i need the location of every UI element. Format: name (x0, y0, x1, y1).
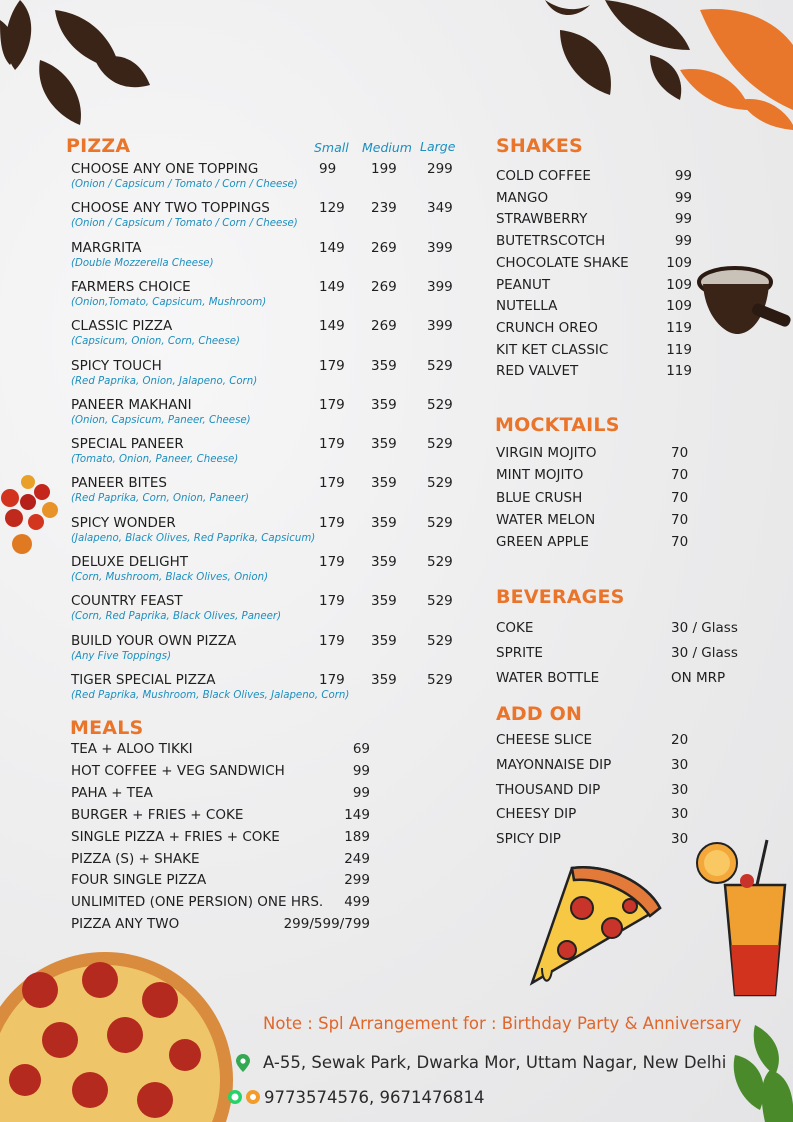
pizza-item-desc: (Corn, Red Paprika, Black Olives, Paneer) (71, 611, 282, 623)
pizza-item-price: 199 (371, 161, 397, 177)
note-text: Note : Spl Arrangement for : Birthday Party & Anniversary (263, 1014, 742, 1033)
map-pin-icon (236, 1054, 250, 1072)
meal-item-price: 99 (352, 784, 370, 801)
pizza-item-price: 269 (371, 318, 397, 335)
pizza-item-name: CHOOSE ANY ONE TOPPING (71, 161, 259, 177)
pizza-item-price: 179 (319, 671, 345, 688)
shakes-item-price: 119 (666, 363, 692, 380)
shakes-item-price: 119 (666, 341, 692, 358)
shakes-item-name: CHOCOLATE SHAKE (496, 254, 629, 271)
size-large-label: Large (420, 139, 456, 154)
pizza-item-price: 529 (427, 632, 453, 649)
pizza-item-price: 149 (319, 318, 345, 335)
pizza-item-desc: (Tomato, Onion, Paneer, Cheese) (71, 454, 239, 466)
pizza-item-name: BUILD YOUR OWN PIZZA (71, 632, 237, 649)
pizza-item-price: 399 (427, 318, 453, 335)
pizza-item-price: 359 (371, 436, 397, 453)
address-text: A-55, Sewak Park, Dwarka Mor, Uttam Nagar, New Delhi (263, 1053, 727, 1072)
pizza-item-name: TIGER SPECIAL PIZZA (71, 671, 216, 688)
pizza-item-price: 179 (319, 554, 345, 570)
meal-item-price: 499 (344, 894, 370, 911)
shakes-item-price: 99 (674, 189, 692, 206)
pizza-item-price: 359 (371, 554, 397, 570)
pizza-item-desc: (Double Mozzerella Cheese) (71, 257, 214, 269)
shakes-item-name: CRUNCH OREO (496, 319, 598, 336)
pizza-item-price: 529 (427, 554, 453, 570)
pizza-item-price: 179 (319, 632, 345, 649)
meal-item-name: TEA + ALOO TIKKI (71, 741, 193, 757)
mocktails-item-price: 70 (671, 534, 689, 551)
beverages-heading: BEVERAGES (496, 586, 625, 608)
shakes-item-price: 99 (674, 233, 692, 250)
shakes-item-name: COLD COFFEE (496, 168, 591, 184)
pizza-item-price: 269 (371, 239, 397, 256)
pizza-item-price: 349 (427, 200, 453, 217)
pizza-item-price: 359 (371, 671, 397, 688)
pizza-item-price: 529 (427, 436, 453, 453)
pizza-item-name: SPICY WONDER (71, 514, 176, 531)
addon-item-price: 30 (671, 756, 689, 773)
meals-heading: MEALS (70, 717, 144, 739)
shakes-item-name: STRAWBERRY (496, 211, 588, 228)
meal-item-name: BURGER + FRIES + COKE (71, 806, 244, 823)
mocktails-item-name: GREEN APPLE (496, 534, 589, 551)
pizza-item-price: 179 (319, 593, 345, 610)
pizza-item-price: 529 (427, 396, 453, 413)
pizza-item-name: CHOOSE ANY TWO TOPPINGS (71, 200, 270, 217)
addon-item-price: 20 (671, 732, 689, 748)
pizza-item-price: 149 (319, 278, 345, 295)
addon-item-name: SPICY DIP (496, 831, 561, 848)
shakes-item-price: 109 (666, 298, 692, 315)
shakes-item-name: MANGO (496, 189, 549, 206)
meal-item-price: 189 (344, 828, 370, 845)
pizza-item-desc: (Red Paprika, Corn, Onion, Paneer) (71, 493, 249, 505)
pizza-item-price: 129 (319, 200, 345, 217)
pizza-item-name: MARGRITA (71, 239, 142, 256)
pizza-item-price: 529 (427, 475, 453, 492)
beverages-item-name: COKE (496, 620, 534, 636)
pizza-item-desc: (Corn, Mushroom, Black Olives, Onion) (71, 572, 269, 583)
addon-item-name: CHEESY DIP (496, 806, 577, 823)
pizza-item-price: 359 (371, 475, 397, 492)
pizza-item-desc: (Red Paprika, Onion, Jalapeno, Corn) (71, 375, 258, 387)
meal-item-name: FOUR SINGLE PIZZA (71, 872, 207, 889)
phone-numbers[interactable]: 9773574576, 9671476814 (264, 1088, 485, 1107)
shakes-item-price: 99 (674, 168, 692, 184)
tomato-decoration (0, 470, 70, 560)
pizza-item-name: SPICY TOUCH (71, 357, 162, 374)
pizza-item-desc: (Capsicum, Onion, Corn, Cheese) (71, 336, 240, 348)
meal-item-name: HOT COFFEE + VEG SANDWICH (71, 762, 285, 779)
shakes-item-price: 109 (666, 254, 692, 271)
pizza-item-price: 179 (319, 475, 345, 492)
shakes-item-price: 109 (666, 276, 692, 293)
pizza-item-name: PANEER MAKHANI (71, 396, 192, 413)
leaf-decoration (0, 0, 793, 140)
beverages-item-price: ON MRP (671, 669, 726, 686)
addon-item-price: 30 (671, 806, 689, 823)
meal-item-price: 299/599/799 (283, 916, 370, 933)
addon-item-name: THOUSAND DIP (496, 781, 601, 798)
pizza-item-desc: (Any Five Toppings) (71, 650, 172, 662)
pizza-item-price: 179 (319, 396, 345, 413)
phone-icon (246, 1090, 260, 1104)
meal-item-name: UNLIMITED (ONE PERSION) ONE HRS. (71, 894, 324, 911)
pizza-item-price: 399 (427, 239, 453, 256)
shakes-item-price: 99 (674, 211, 692, 228)
addon-item-price: 30 (671, 831, 689, 848)
mocktails-item-price: 70 (671, 445, 689, 461)
pizza-item-price: 179 (319, 514, 345, 531)
pizza-item-price: 269 (371, 278, 397, 295)
pizza-item-desc: (Onion,Tomato, Capsicum, Mushroom) (71, 296, 267, 308)
shakes-item-name: RED VALVET (496, 363, 579, 380)
pizza-item-name: PANEER BITES (71, 475, 167, 492)
mocktails-item-name: MINT MOJITO (496, 467, 584, 484)
pizza-heading: PIZZA (66, 135, 131, 157)
pizza-item-price: 179 (319, 436, 345, 453)
addon-item-price: 30 (671, 781, 689, 798)
pizza-item-name: CLASSIC PIZZA (71, 318, 173, 335)
shakes-item-name: BUTETRSCOTCH (496, 233, 606, 250)
pizza-item-price: 399 (427, 278, 453, 295)
mocktails-item-name: VIRGIN MOJITO (496, 445, 597, 461)
pizza-item-desc: (Onion / Capsicum / Tomato / Corn / Cheese) (71, 179, 298, 190)
beverages-item-name: SPRITE (496, 644, 543, 661)
pizza-item-desc: (Red Paprika, Mushroom, Black Olives, Jalapeno, Corn) (71, 689, 350, 701)
pizza-item-price: 359 (371, 396, 397, 413)
pizza-photo (0, 950, 235, 1122)
mocktail-glass-illustration (695, 835, 793, 1005)
pizza-item-price: 179 (319, 357, 345, 374)
meal-item-name: SINGLE PIZZA + FRIES + COKE (71, 828, 280, 845)
shakes-item-name: NUTELLA (496, 298, 558, 315)
pizza-item-price: 359 (371, 357, 397, 374)
meal-item-price: 249 (344, 850, 370, 867)
beverages-item-name: WATER BOTTLE (496, 669, 600, 686)
pizza-item-price: 99 (319, 161, 337, 177)
mocktails-item-name: WATER MELON (496, 511, 596, 528)
meal-item-price: 99 (352, 762, 370, 779)
meal-item-price: 299 (344, 872, 370, 889)
mocktails-item-name: BLUE CRUSH (496, 489, 583, 506)
meal-item-name: PIZZA ANY TWO (71, 916, 180, 933)
pizza-item-desc: (Jalapeno, Black Olives, Red Paprika, Capsicum) (71, 532, 316, 544)
addon-heading: ADD ON (496, 703, 583, 725)
mocktails-heading: MOCKTAILS (495, 414, 620, 436)
shakes-heading: SHAKES (496, 135, 583, 157)
pizza-item-name: DELUXE DELIGHT (71, 554, 189, 570)
pizza-item-price: 529 (427, 514, 453, 531)
pizza-item-price: 239 (371, 200, 397, 217)
addon-item-name: MAYONNAISE DIP (496, 756, 612, 773)
pizza-item-name: COUNTRY FEAST (71, 593, 183, 610)
shakes-item-name: PEANUT (496, 276, 551, 293)
shakes-item-price: 119 (666, 319, 692, 336)
whatsapp-icon (228, 1090, 242, 1104)
beverages-item-price: 30 / Glass (671, 620, 738, 636)
size-medium-label: Medium (362, 140, 412, 155)
mocktails-item-price: 70 (671, 467, 689, 484)
addon-item-name: CHEESE SLICE (496, 732, 593, 748)
shakes-item-name: KIT KET CLASSIC (496, 341, 609, 358)
pizza-item-price: 359 (371, 632, 397, 649)
beverages-item-price: 30 / Glass (671, 644, 738, 661)
pizza-item-desc: (Onion, Capsicum, Paneer, Cheese) (71, 414, 251, 426)
size-small-label: Small (314, 140, 349, 155)
pizza-item-price: 529 (427, 671, 453, 688)
mocktails-item-price: 70 (671, 489, 689, 506)
meal-item-name: PAHA + TEA (71, 784, 153, 801)
pizza-item-price: 529 (427, 593, 453, 610)
pizza-slice-illustration (512, 858, 667, 998)
pizza-item-price: 299 (427, 161, 453, 177)
pizza-item-name: SPECIAL PANEER (71, 436, 184, 453)
coffee-portafilter-illustration (695, 262, 793, 352)
mocktails-item-price: 70 (671, 511, 689, 528)
pizza-item-name: FARMERS CHOICE (71, 278, 191, 295)
pizza-item-price: 149 (319, 239, 345, 256)
meal-item-price: 69 (352, 741, 370, 757)
pizza-item-price: 359 (371, 514, 397, 531)
pizza-item-price: 359 (371, 593, 397, 610)
meal-item-name: PIZZA (S) + SHAKE (71, 850, 200, 867)
meal-item-price: 149 (344, 806, 370, 823)
pizza-item-desc: (Onion / Capsicum / Tomato / Corn / Cheese) (71, 218, 298, 230)
pizza-item-price: 529 (427, 357, 453, 374)
